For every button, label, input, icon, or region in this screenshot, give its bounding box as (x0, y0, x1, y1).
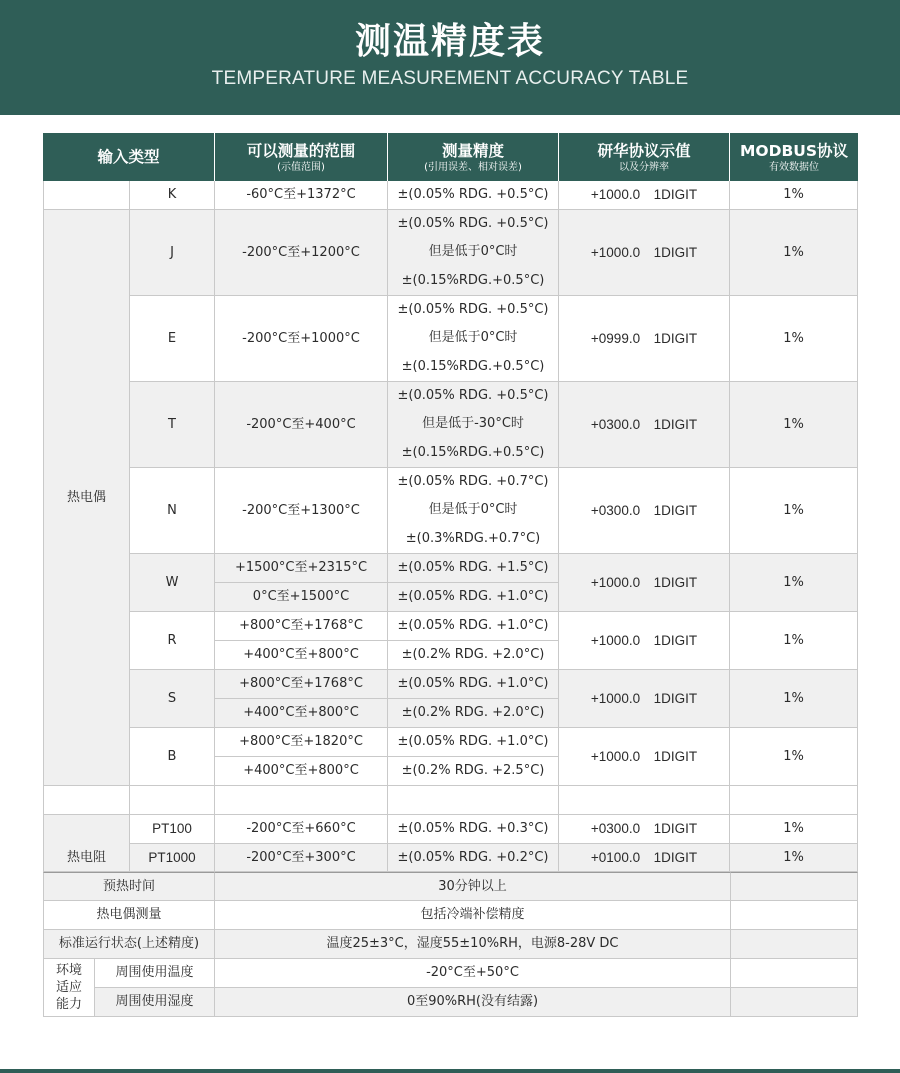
modbus-cell: 1% (730, 728, 858, 786)
empty-cell (730, 786, 858, 815)
protocol-value-cell: +1000.0 1DIGIT (559, 554, 730, 612)
spec-value-env-temp: -20°C至+50°C (215, 959, 731, 988)
range-cell: -200°C至+1300°C (215, 468, 388, 554)
accuracy-line: 但是低于-30°C时 (422, 416, 524, 432)
accuracy-line: ±(0.3%RDG.+0.7°C) (405, 530, 541, 546)
empty-cell (559, 786, 730, 815)
accuracy-cell: ±(0.05% RDG. +0.3°C) (388, 815, 559, 844)
range-cell: +1500°C至+2315°C (215, 554, 388, 583)
modbus-cell: 1% (730, 382, 858, 468)
spec-extra-cell (731, 988, 858, 1017)
accuracy-cell: ±(0.05% RDG. +1.0°C) (388, 728, 559, 757)
group-cell-empty (43, 181, 130, 210)
empty-cell (130, 786, 215, 815)
protocol-value-cell: +0999.0 1DIGIT (559, 296, 730, 382)
type-cell-s: S (130, 670, 215, 728)
column-header-label: 输入类型 (97, 148, 160, 166)
page-subtitle: TEMPERATURE MEASUREMENT ACCURACY TABLE (211, 68, 689, 89)
spec-label-standard: 标准运行状态(上述精度) (43, 930, 215, 959)
empty-cell (215, 786, 388, 815)
accuracy-line: ±(0.05% RDG. +0.7°C) (397, 473, 549, 489)
range-cell: 0°C至+1500°C (215, 583, 388, 612)
column-header-modbus (730, 133, 858, 181)
modbus-cell: 1% (730, 210, 858, 296)
group-cell-thermocouple: 热电偶 (43, 210, 130, 786)
accuracy-cell: ±(0.05% RDG. +0.5°C) (388, 181, 559, 210)
range-cell: -200°C至+400°C (215, 382, 388, 468)
accuracy-line: ±(0.05% RDG. +0.5°C) (397, 301, 549, 317)
range-cell: +800°C至+1768°C (215, 670, 388, 699)
accuracy-line: ±(0.15%RDG.+0.5°C) (401, 358, 545, 374)
environment-label-line: 适应 (55, 980, 82, 995)
spec-label-env-temp: 周围使用温度 (95, 959, 215, 988)
spec-label-warmup: 预热时间 (43, 872, 215, 901)
column-header-label: MODBUS协议 (739, 141, 849, 160)
protocol-value-cell: +0300.0 1DIGIT (559, 382, 730, 468)
spec-value-env-humidity: 0至90%RH(没有结露) (215, 988, 731, 1017)
column-header-sublabel: 有效数据位 (769, 161, 819, 173)
accuracy-line: 但是低于0°C时 (428, 502, 518, 518)
accuracy-cell: ±(0.2% RDG. +2.5°C) (388, 757, 559, 786)
page-title: 测温精度表 (354, 21, 545, 62)
range-cell: +400°C至+800°C (215, 641, 388, 670)
range-cell: -200°C至+300°C (215, 844, 388, 872)
type-cell-b: B (130, 728, 215, 786)
accuracy-cell: ±(0.05% RDG. +1.0°C) (388, 670, 559, 699)
accuracy-cell: ±(0.2% RDG. +2.0°C) (388, 641, 559, 670)
column-header-sublabel: (示值范围) (277, 161, 325, 173)
type-cell-pt1000: PT1000 (130, 844, 215, 872)
spec-extra-cell (731, 872, 858, 901)
spec-extra-cell (731, 930, 858, 959)
type-cell-w: W (130, 554, 215, 612)
type-cell-e: E (130, 296, 215, 382)
spec-label-tc-measure: 热电偶测量 (43, 901, 215, 930)
accuracy-line: ±(0.05% RDG. +0.5°C) (397, 215, 549, 231)
modbus-cell: 1% (730, 554, 858, 612)
spec-label-env-humidity: 周围使用湿度 (95, 988, 215, 1017)
modbus-cell: 1% (730, 296, 858, 382)
accuracy-cell (388, 382, 559, 468)
protocol-value-cell: +0300.0 1DIGIT (559, 815, 730, 844)
accuracy-cell (388, 468, 559, 554)
spec-value-tc-measure: 包括冷端补偿精度 (215, 901, 731, 930)
accuracy-cell (388, 296, 559, 382)
accuracy-table (43, 133, 858, 1018)
accuracy-line: 但是低于0°C时 (428, 244, 518, 260)
protocol-value-cell: +0100.0 1DIGIT (559, 844, 730, 872)
protocol-value-cell: +0300.0 1DIGIT (559, 468, 730, 554)
range-cell: +400°C至+800°C (215, 699, 388, 728)
modbus-cell: 1% (730, 468, 858, 554)
spec-label-environment (43, 959, 95, 1017)
protocol-value-cell: +1000.0 1DIGIT (559, 181, 730, 210)
accuracy-cell: ±(0.05% RDG. +1.0°C) (388, 583, 559, 612)
modbus-cell: 1% (730, 612, 858, 670)
type-cell-pt100: PT100 (130, 815, 215, 844)
accuracy-line: ±(0.15%RDG.+0.5°C) (401, 444, 545, 460)
spec-value-warmup: 30分钟以上 (215, 872, 731, 901)
accuracy-cell: ±(0.05% RDG. +1.5°C) (388, 554, 559, 583)
modbus-cell: 1% (730, 815, 858, 844)
column-header-sublabel: (引用误差、相对误差) (424, 161, 522, 173)
type-cell-r: R (130, 612, 215, 670)
column-header-sublabel: 以及分辨率 (619, 161, 669, 173)
protocol-value-cell: +1000.0 1DIGIT (559, 210, 730, 296)
protocol-value-cell: +1000.0 1DIGIT (559, 612, 730, 670)
range-cell: +800°C至+1820°C (215, 728, 388, 757)
type-cell-k: K (130, 181, 215, 210)
column-header-protocol-value (559, 133, 730, 181)
accuracy-cell: ±(0.05% RDG. +1.0°C) (388, 612, 559, 641)
column-header-label: 研华协议示值 (597, 141, 691, 160)
accuracy-cell: ±(0.2% RDG. +2.0°C) (388, 699, 559, 728)
range-cell: -60°C至+1372°C (215, 181, 388, 210)
environment-label-line: 能力 (55, 997, 82, 1012)
type-cell-t: T (130, 382, 215, 468)
range-cell: -200°C至+1000°C (215, 296, 388, 382)
range-cell: +400°C至+800°C (215, 757, 388, 786)
spec-value-standard: 温度25±3°C，湿度55±10%RH，电源8-28V DC (215, 930, 731, 959)
accuracy-line: ±(0.05% RDG. +0.5°C) (397, 387, 549, 403)
accuracy-cell (388, 210, 559, 296)
modbus-cell: 1% (730, 181, 858, 210)
column-header-label: 测量精度 (441, 141, 504, 160)
column-header-accuracy (388, 133, 559, 181)
range-cell: -200°C至+660°C (215, 815, 388, 844)
empty-cell (43, 786, 130, 815)
accuracy-line: 但是低于0°C时 (428, 330, 518, 346)
protocol-value-cell: +1000.0 1DIGIT (559, 670, 730, 728)
column-header-input-type (43, 133, 215, 181)
type-cell-j: J (130, 210, 215, 296)
empty-cell (388, 786, 559, 815)
environment-label-line: 环境 (55, 963, 82, 978)
spec-extra-cell (731, 959, 858, 988)
modbus-cell: 1% (730, 844, 858, 872)
type-cell-n: N (130, 468, 215, 554)
group-cell-rtd: 热电阻 (43, 815, 130, 872)
modbus-cell: 1% (730, 670, 858, 728)
range-cell: +800°C至+1768°C (215, 612, 388, 641)
spec-extra-cell (731, 901, 858, 930)
accuracy-line: ±(0.15%RDG.+0.5°C) (401, 272, 545, 288)
column-header-range (215, 133, 388, 181)
footer-rule (0, 1069, 900, 1073)
protocol-value-cell: +1000.0 1DIGIT (559, 728, 730, 786)
accuracy-cell: ±(0.05% RDG. +0.2°C) (388, 844, 559, 872)
column-header-label: 可以测量的范围 (246, 141, 356, 160)
header-banner (0, 0, 900, 115)
range-cell: -200°C至+1200°C (215, 210, 388, 296)
